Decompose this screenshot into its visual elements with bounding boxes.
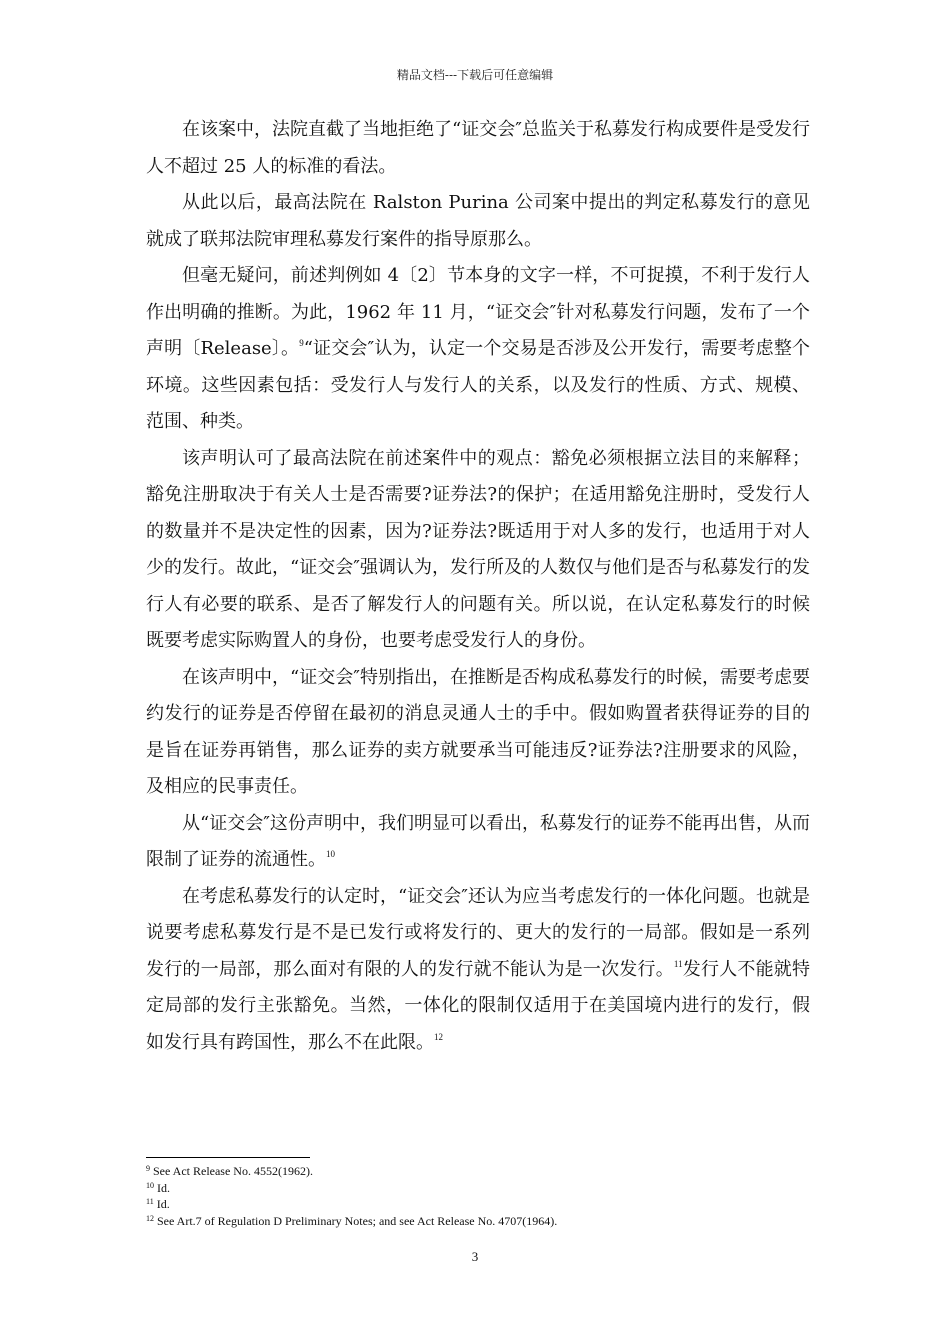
footnote-text: Id. — [157, 1180, 170, 1195]
paragraph — [146, 185, 810, 258]
page-header: 精品文档---下载后可任意编辑 — [396, 68, 554, 82]
footnote-text: See Act Release No. 4552(1962). — [153, 1164, 313, 1178]
page-number: 3 — [471, 1249, 479, 1264]
footnote — [146, 1180, 810, 1197]
paragraph — [146, 806, 810, 879]
paragraph — [146, 258, 810, 441]
paragraph-text: 从“证交会″这份声明中，我们明显可以看出，私募发行的证券不能再出售，从而限制了证券的流通性。 — [146, 812, 810, 870]
footnote-ref[interactable]: 12 — [434, 1031, 443, 1042]
footnote-ref[interactable]: 9 — [299, 338, 304, 348]
footnote-ref[interactable]: 11 — [673, 958, 683, 969]
footnote-text: Id. — [156, 1197, 170, 1211]
paragraph-text: 但毫无疑问，前述判例如 4〔2〕节本身的文字一样，不可捉摸，不利于发行人作出明确的推断。为此，1962 年 11 月，“证交会″针对私募发行问题，发布了一个声明〔Release〕。 — [146, 265, 810, 359]
footnote-ref[interactable]: 10 — [326, 849, 335, 859]
paragraph-text: “证交会″认为，认定一个交易是否涉及公开发行，需要考虑整个环境。这些因素包括：受发行人与发行人的关系，以及发行的性质、方式、规模、范围、种类。 — [146, 338, 810, 432]
footnote — [146, 1213, 810, 1230]
footnotes — [146, 1163, 810, 1229]
footnote-number: 10 — [146, 1180, 154, 1190]
footnote-text: See Art.7 of Regulation D Preliminary Notes; and see Act Release No. 4707(1964). — [157, 1213, 558, 1228]
paragraph — [146, 660, 810, 806]
paragraph-text: 发行人不能就特定局部的发行主张豁免。当然，一体化的限制仅适用于在美国境内进行的发行，假如发行具有跨国性，那么不在此限。 — [146, 958, 811, 1053]
paragraph-text: 从此以后，最高法院在 Ralston Purina 公司案中提出的判定私募发行的意见就成了联邦法院审理私募发行案件的指导原那么。 — [146, 192, 810, 250]
footnote-number: 9 — [146, 1164, 150, 1173]
footnote-number: 12 — [146, 1213, 154, 1223]
paragraph-text: 在考虑私募发行的认定时，“证交会″还认为应当考虑发行的一体化问题。也就是说要考虑私募发行是不是已发行或将发行的、更大的发行的一局部。假如是一系列发行的一局部，那么面对有限的人的发行就不能认为是一次发行。 — [146, 885, 810, 980]
footnote — [146, 1196, 810, 1213]
paragraph-text: 在该案中，法院直截了当地拒绝了“证交会″总监关于私募发行构成要件是受发行人不超过 25 人的标准的看法。 — [146, 119, 810, 177]
paragraph — [146, 879, 810, 1062]
body-text — [146, 112, 810, 1061]
paragraph-text: 在该声明中，“证交会″特别指出，在推断是否构成私募发行的时候，需要考虑要约发行的证券是否停留在最初的消息灵通人士的手中。假如购置者获得证券的目的是旨在证券再销售，那么证券的卖方就要承当可能违反?证券法?注册要求的风险，及相应的民事责任。 — [146, 666, 810, 797]
paragraph-text: 该声明认可了最高法院在前述案件中的观点：豁免必须根据立法目的来解释；豁免注册取决于有关人士是否需要?证券法?的保护；在适用豁免注册时，受发行人的数量并不是决定性的因素，因为?证券法?既适用于对人多的发行，也适用于对人少的发行。故此，“证交会″强调认为，发行所及的人数仅与他们是否与私募发行的发行人有必要的联系、是否了解发行人的问题有关。所以说，在认定私募发行的时候既要考虑实际购置人的身份，也要考虑受发行人的身份。 — [146, 447, 810, 651]
footnote-separator — [146, 1157, 310, 1158]
paragraph — [146, 112, 810, 185]
footnote-number: 11 — [146, 1197, 154, 1206]
paragraph — [146, 441, 810, 660]
footnote — [146, 1163, 810, 1180]
